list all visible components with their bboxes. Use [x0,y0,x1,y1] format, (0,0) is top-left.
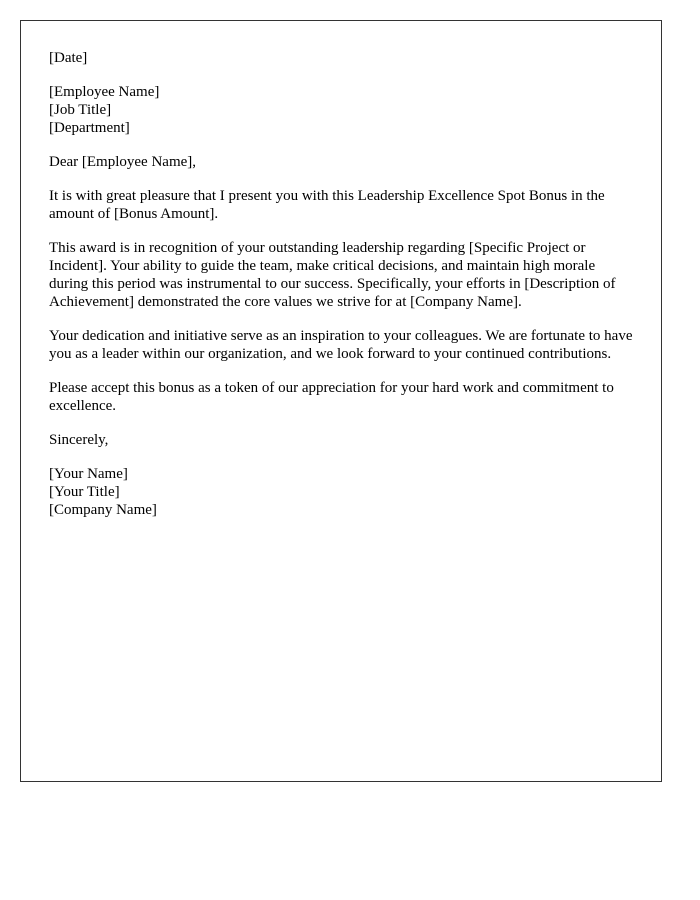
paragraph-recognition: This award is in recognition of your outstanding leadership regarding [Specific Project or Incident]. Your ability to guide the team, make critical decisions, and maintain high morale during this period was instrumental to our success. Specifically, your efforts in [Description of Achievement] demonstrated the core values we strive for at [Company Name]. [49,240,616,310]
date-block [49,49,635,67]
letter-body [49,49,635,535]
salutation: Dear [Employee Name], [49,154,197,170]
signature-name: [Your Name] [49,466,128,482]
recipient-job-title: [Job Title] [49,102,112,118]
closing: Sincerely, [49,432,109,448]
recipient-block [49,83,635,137]
recipient-department: [Department] [49,120,130,136]
signature-block [49,465,635,519]
signature-title: [Your Title] [49,484,120,500]
recipient-name: [Employee Name] [49,84,160,100]
letter-page [20,20,662,782]
paragraph-appreciation: Please accept this bonus as a token of our appreciation for your hard work and commitment to excellence. [49,380,614,414]
signature-company: [Company Name] [49,502,157,518]
letter-date: [Date] [49,50,88,66]
paragraph-dedication: Your dedication and initiative serve as an inspiration to your colleagues. We are fortunate to have you as a leader within our organization, and we look forward to your continued contributions. [49,328,633,362]
paragraph-intro: It is with great pleasure that I present you with this Leadership Excellence Spot Bonus in the amount of [Bonus Amount]. [49,188,605,222]
